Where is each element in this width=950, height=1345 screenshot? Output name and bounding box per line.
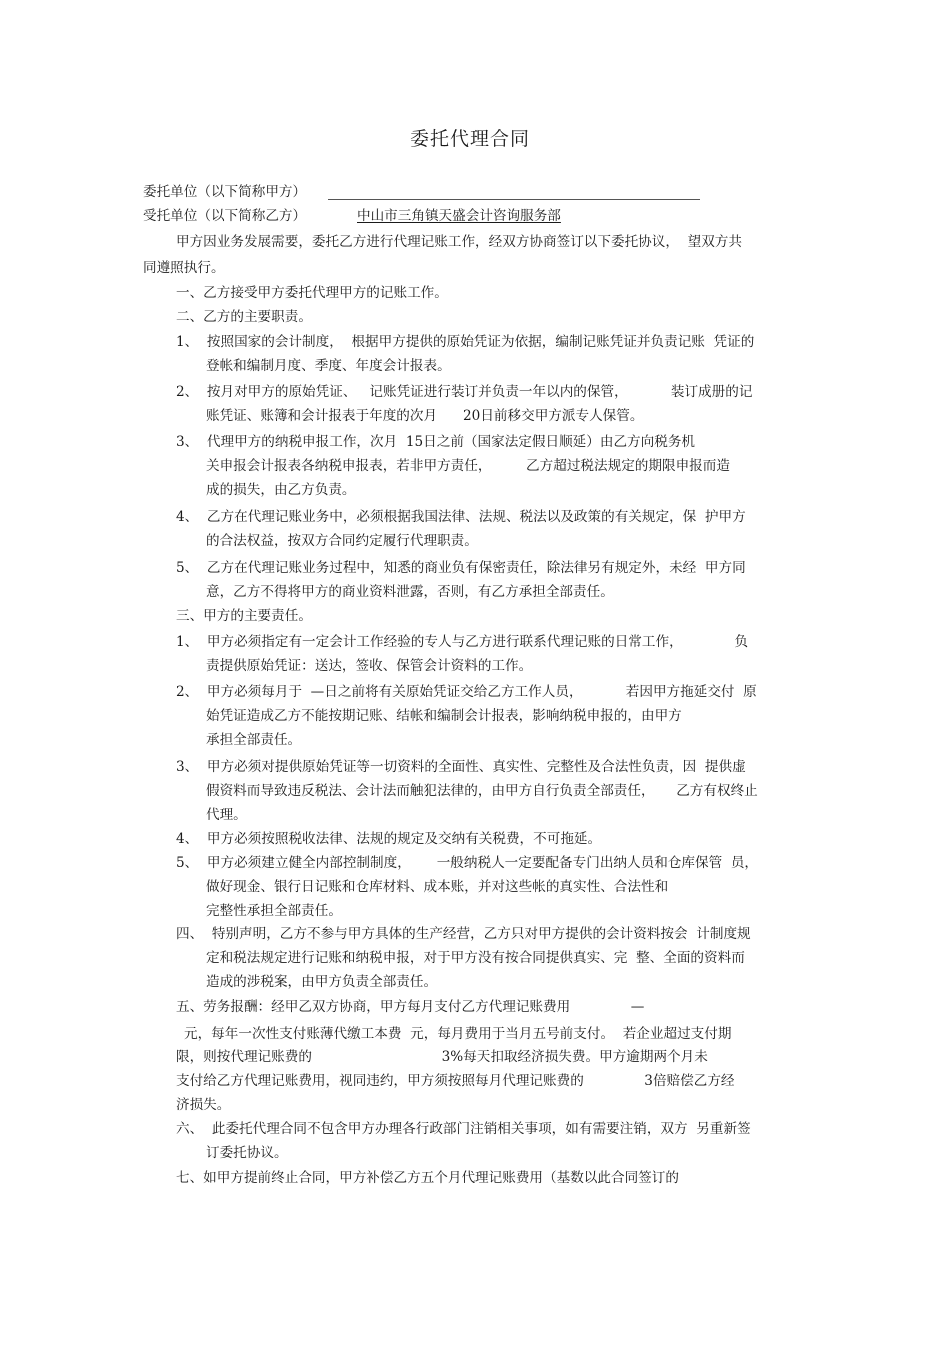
text-line: 做好现金、银行日记账和仓库材料、成本账，并对这些帐的真实性、合法性和 bbox=[206, 879, 669, 895]
text-line: 四、 特别声明，乙方不参与甲方具体的生产经营，乙方只对甲方提供的会计资料按会 计制度规 bbox=[176, 926, 751, 942]
page-title: 委托代理合同 bbox=[410, 128, 531, 150]
text-line: 5、 甲方必须建立健全内部控制制度， 一般纳税人一定要配备专门出纳人员和仓库保管 员， bbox=[176, 855, 759, 871]
text-line: 的合法权益，按双方合同约定履行代理职责。 bbox=[206, 533, 478, 549]
text-line: 代理。 bbox=[206, 807, 247, 823]
agent-name: 中山市三角镇天盛会计咨询服务部 bbox=[357, 208, 561, 224]
text-line: 2、 甲方必须每月于 —日之前将有关原始凭证交给乙方工作人员， 若因甲方拖延交付 原 bbox=[176, 684, 757, 700]
text-line: 4、 甲方必须按照税收法律、法规的规定及交纳有关税费，不可拖延。 bbox=[176, 831, 602, 847]
client-name-blank-line bbox=[328, 199, 700, 200]
text-line: 限，则按代理记账费的 3%每天扣取经济损失费。甲方逾期两个月未 bbox=[176, 1049, 708, 1065]
text-line: 账凭证、账簿和会计报表于年度的次月 20日前移交甲方派专人保管。 bbox=[206, 408, 644, 424]
text-line: 假资料而导致违反税法、会计法而触犯法律的，由甲方自行负责全部责任， 乙方有权终止 bbox=[206, 783, 758, 799]
text-line: 5、 乙方在代理记账业务过程中，知悉的商业负有保密责任，除法律另有规定外，未经 甲方同 bbox=[176, 560, 746, 576]
text-line: 订委托协议。 bbox=[206, 1145, 288, 1161]
text-line: 责提供原始凭证：送达，签收、保管会计资料的工作。 bbox=[206, 658, 533, 674]
text-line: 济损失。 bbox=[176, 1097, 231, 1113]
text-line: 3、 代理甲方的纳税申报工作，次月 15日之前（国家法定假日顺延）由乙方向税务机 bbox=[176, 434, 696, 450]
text-line: 登帐和编制月度、季度、年度会计报表。 bbox=[206, 358, 451, 374]
text-line: 甲方因业务发展需要，委托乙方进行代理记账工作，经双方协商签订以下委托协议， 望双方共 bbox=[176, 234, 742, 250]
client-label: 委托单位（以下简称甲方） bbox=[143, 184, 307, 200]
text-line: 二、乙方的主要职责。 bbox=[176, 309, 312, 325]
text-line: 同遵照执行。 bbox=[143, 260, 225, 276]
text-line: 五、劳务报酬：经甲乙双方协商，甲方每月支付乙方代理记账费用 — bbox=[176, 999, 645, 1015]
agent-label: 受托单位（以下简称乙方） bbox=[143, 208, 307, 224]
text-line: 关申报会计报表各纳税申报表，若非甲方责任， 乙方超过税法规定的期限申报而造 bbox=[206, 458, 730, 474]
text-line: 1、 按照国家的会计制度， 根据甲方提供的原始凭证为依据，编制记账凭证并负责记账 凭证的 bbox=[176, 334, 755, 350]
text-line: 承担全部责任。 bbox=[206, 732, 302, 748]
text-line: 始凭证造成乙方不能按期记账、结帐和编制会计报表，影响纳税申报的，由甲方 bbox=[206, 708, 682, 724]
text-line: 1、 甲方必须指定有一定会计工作经验的专人与乙方进行联系代理记账的日常工作， 负 bbox=[176, 634, 749, 650]
text-line: 2、 按月对甲方的原始凭证、 记账凭证进行装订并负责一年以内的保管， 装订成册的记 bbox=[176, 384, 753, 400]
text-line: 一、乙方接受甲方委托代理甲方的记账工作。 bbox=[176, 285, 448, 301]
text-line: 意，乙方不得将甲方的商业资料泄露，否则，有乙方承担全部责任。 bbox=[206, 584, 614, 600]
text-line: 4、 乙方在代理记账业务中，必须根据我国法律、法规、税法以及政策的有关规定，保 护甲方 bbox=[176, 509, 746, 525]
text-line: 六、 此委托代理合同不包含甲方办理各行政部门注销相关事项，如有需要注销，双方 另重新签 bbox=[176, 1121, 751, 1137]
text-line: 3、 甲方必须对提供原始凭证等一切资料的全面性、真实性、完整性及合法性负责，因 提供虚 bbox=[176, 759, 746, 775]
text-line: 七、如甲方提前终止合同，甲方补偿乙方五个月代理记账费用（基数以此合同签订的 bbox=[176, 1170, 679, 1186]
text-line: 支付给乙方代理记账费用，视同违约，甲方须按照每月代理记账费的 3倍赔偿乙方经 bbox=[176, 1073, 735, 1089]
text-line: 完整性承担全部责任。 bbox=[206, 903, 342, 919]
text-line: 元，每年一次性支付账薄代缴工本费 元，每月费用于当月五号前支付。 若企业超过支付期 bbox=[184, 1026, 732, 1042]
text-line: 定和税法规定进行记账和纳税申报，对于甲方没有按合同提供真实、完 整、全面的资料而 bbox=[206, 950, 745, 966]
text-line: 成的损失，由乙方负责。 bbox=[206, 482, 356, 498]
text-line: 三、甲方的主要责任。 bbox=[176, 608, 312, 624]
text-line: 造成的涉税案，由甲方负责全部责任。 bbox=[206, 974, 438, 990]
